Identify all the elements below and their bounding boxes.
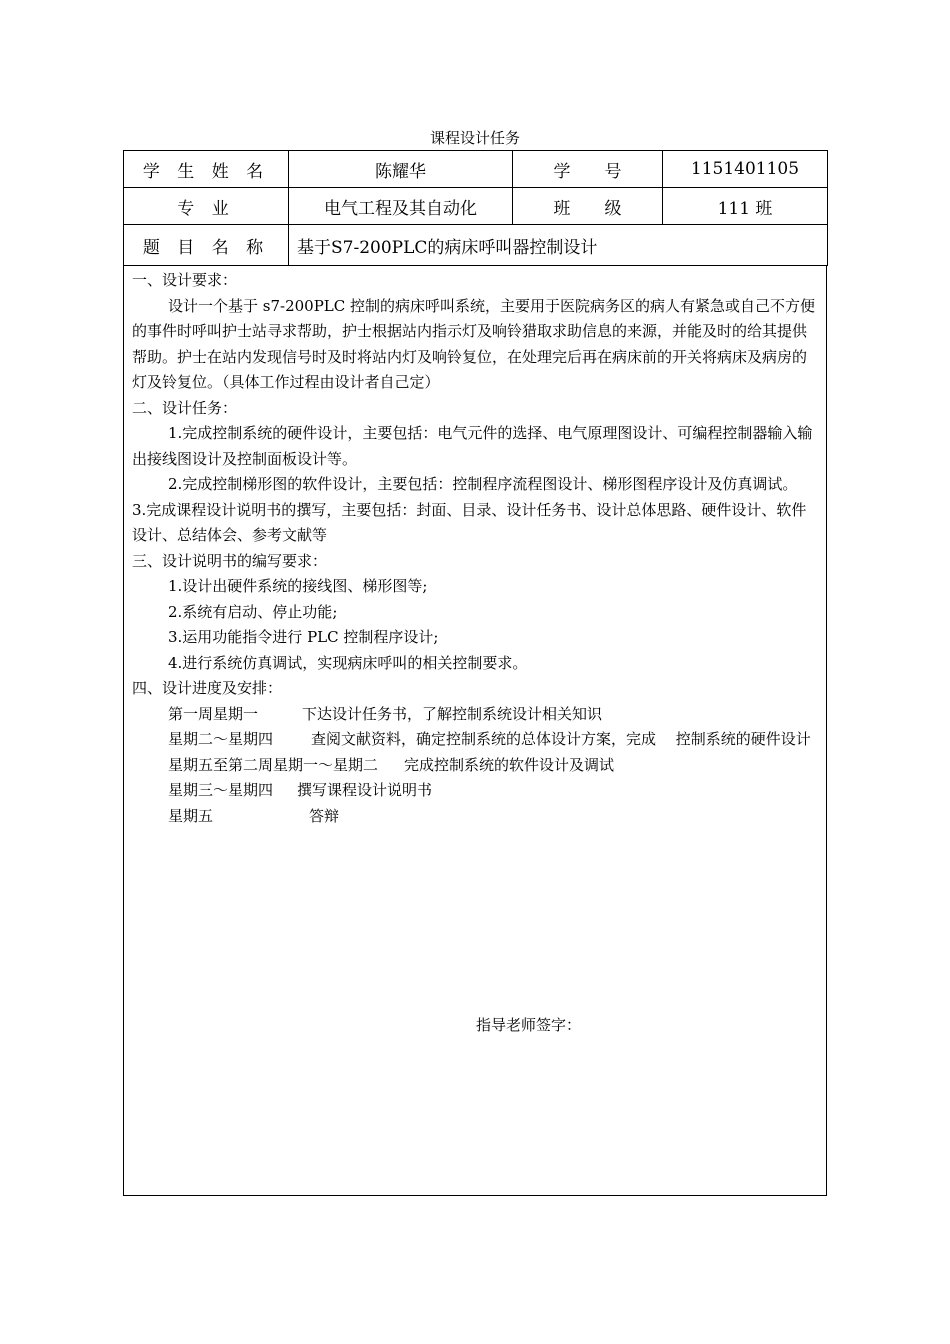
schedule-when: 第一周星期一	[168, 704, 259, 723]
section-3-item: 3.运用功能指令进行 PLC 控制程序设计;	[168, 628, 439, 646]
schedule-row	[132, 778, 818, 804]
class-value: 111 班	[663, 188, 828, 225]
section-2-item-3: 3.完成课程设计说明书的撰写，主要包括：封面、目录、设计任务书、设计总体思路、硬件设计、软件设计、总结体会、参考文献等	[132, 500, 807, 544]
supervisor-signature-label: 指导老师签字：	[476, 1016, 582, 1034]
section-4-heading: 四、设计进度及安排：	[132, 679, 283, 697]
page-title: 课程设计任务	[429, 129, 520, 147]
section-2-heading: 二、设计任务：	[132, 398, 238, 417]
student-info-table	[123, 150, 828, 266]
schedule-when: 星期五	[168, 806, 214, 825]
name-label: 学 生 姓 名	[124, 151, 289, 188]
major-label: 专 业	[124, 188, 289, 225]
schedule-row	[132, 804, 818, 830]
section-2-item-2: 2.完成控制梯形图的软件设计，主要包括：控制程序流程图设计、梯形图程序设计及仿真调试。	[168, 475, 798, 493]
student-id-label: 学 号	[513, 151, 663, 188]
schedule-what: 撰写课程设计说明书	[297, 781, 433, 799]
schedule-what: 查阅文献资料，确定控制系统的总体设计方案，完成 控制系统的硬件设计	[311, 730, 811, 748]
schedule-row	[132, 702, 818, 728]
topic-label: 题 目 名 称	[124, 225, 289, 266]
section-3-item: 1.设计出硬件系统的接线图、梯形图等;	[168, 577, 428, 595]
major-value: 电气工程及其自动化	[289, 188, 513, 225]
schedule-when: 星期二～星期四	[168, 730, 274, 748]
name-value: 陈耀华	[289, 151, 513, 188]
section-3-item: 2.系统有启动、停止功能;	[168, 602, 338, 621]
section-1-heading: 一、设计要求：	[132, 271, 238, 289]
schedule-what: 完成控制系统的软件设计及调试	[404, 755, 615, 774]
schedule-row	[132, 727, 818, 753]
topic-value: 基于S7-200PLC的病床呼叫器控制设计	[289, 225, 828, 266]
student-id-value: 1151401105	[663, 151, 828, 188]
section-1-body: 设计一个基于 s7-200PLC 控制的病床呼叫系统，主要用于医院病务区的病人有紧急或自己不方便的事件时呼叫护士站寻求帮助，护士根据站内指示灯及响铃猎取求助信息的来源，并能及时的给其提供帮助。护士在站内发现信号时及时将站内灯及响铃复位，在处理完后再在病床前的开关将病床及病房的灯及铃复位。（具体工作过程由设计者自己定）	[132, 296, 816, 391]
schedule-what: 答辩	[309, 806, 340, 825]
schedule-when: 星期五至第二周星期一～星期二	[168, 755, 379, 774]
schedule-row	[132, 753, 818, 779]
schedule-what: 下达设计任务书，了解控制系统设计相关知识	[302, 704, 603, 723]
task-content	[123, 265, 827, 1196]
class-label: 班 级	[513, 188, 663, 225]
section-3-item: 4.进行系统仿真调试，实现病床呼叫的相关控制要求。	[168, 653, 528, 672]
schedule-when: 星期三～星期四	[168, 781, 274, 799]
section-3-heading: 三、设计说明书的编写要求：	[132, 551, 328, 570]
section-2-item-1: 1.完成控制系统的硬件设计，主要包括：电气元件的选择、电气原理图设计、可编程控制器输入输出接线图设计及控制面板设计等。	[132, 424, 813, 468]
